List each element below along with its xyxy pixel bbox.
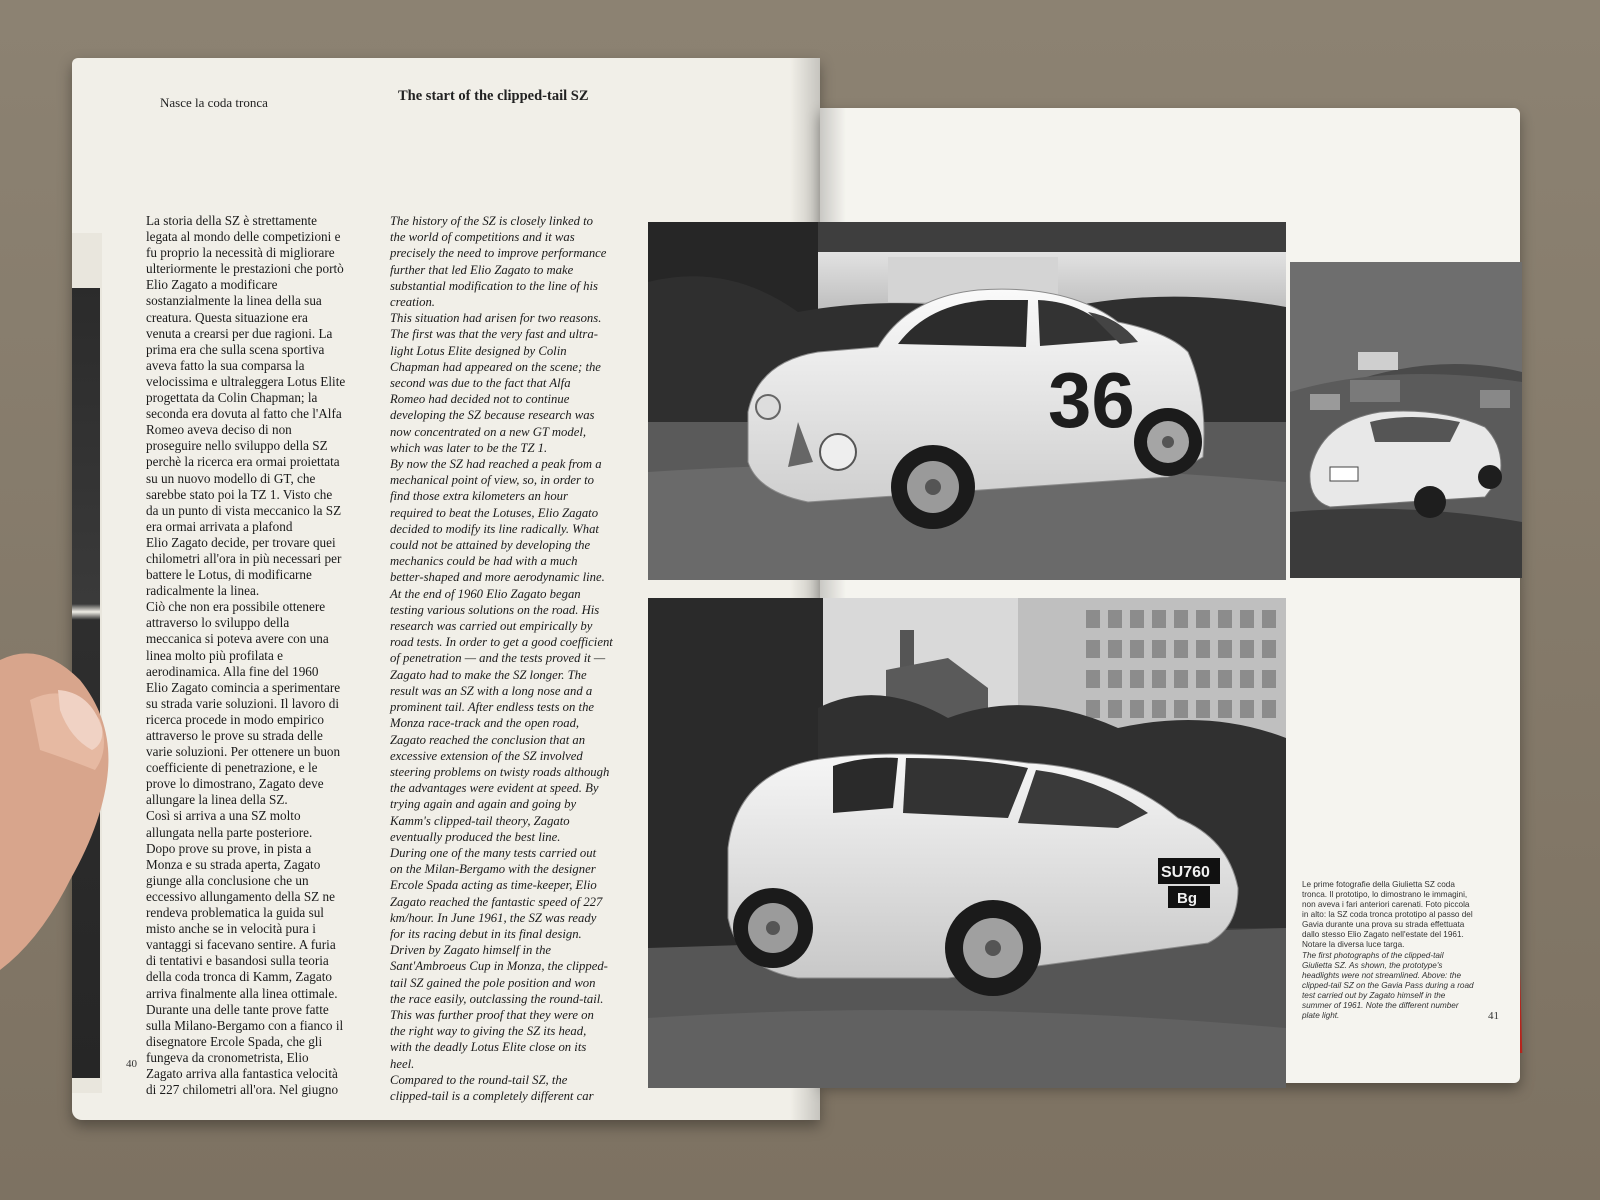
photo-clipped-tail-rear	[648, 598, 1286, 1088]
right-running-header: The start of the clipped-tail SZ	[398, 88, 589, 104]
page-number-right: 41	[1488, 1010, 1499, 1022]
page-number-left: 40	[126, 1058, 137, 1070]
plate-line-2: Bg	[1177, 890, 1197, 907]
italian-text-column: La storia della SZ è strettamente legata al mondo delle competizioni e fu proprio la necessità di migliorare ulteriormente le prestazioni che portò Elio Zagato a modificare sostanzialmente la linea della sua creatura. Questa situazione era venuta a crearsi per due ragioni. La prima era che sulla scena sportiva aveva fatto la sua comparsa la velocissima e ultraleggera Lotus Elite progettata da Colin Chapman; la seconda era dovuta al fatto che l'Alfa Romeo aveva deciso di non proseguire nello sviluppo della SZ perchè la ricerca era ormai proiettata su un nuovo modello di GT, che sarebbe stato poi la TZ 1. Visto che da un punto di vista meccanico la SZ era ormai arrivata a plafond Elio Zagato decide, per trovare quei chilometri all'ora in più necessari per battere le Lotus, di modificarne radicalmente la linea. Ciò che non era possibile ottenere attraverso lo sviluppo della meccanica si poteva avere con una linea molto più profilata e aerodinamica. Alla fine del 1960 Elio Zagato comincia a sperimentare su strada varie soluzioni. Il lavoro di ricerca procede in modo empirico attraverso le prove su strada delle varie soluzioni. Per ottenere un buon coefficiente di penetrazione, e le prove lo dimostrano, Zagato deve allungare la linea della SZ. Così si arriva a una SZ molto allungata nella parte posteriore. Dopo prove su prove, in pista a Monza e su strada aperta, Zagato giunge alla conclusione che un eccessivo allungamento della SZ ne rendeva problematica la guida sul misto anche se in velocità pura i vantaggi si facevano sentire. A furia di tentativi e basandosi sulla teoria della coda tronca di Kamm, Zagato arriva finalmente alla linea ottimale. Durante una delle tante prove fatte sulla Milano-Bergamo con a fianco il disegnatore Ercole Spada, che gli fungeva da cronometrista, Elio Zagato arriva alla fantastica velocità di 227 chilometri all'ora. Nel giugno	[146, 213, 346, 1098]
caption-english: The first photographs of the clipped-tail Giulietta SZ. As shown, the prototype's headlights were not streamlined. Above: the clipped-tail SZ on the Gavia Pass during a road test carried out by Zagato himself in the summer of 1961. Note the different number plate light.	[1302, 951, 1474, 1020]
left-running-header: Nasce la coda tronca	[160, 95, 268, 110]
race-number: 36	[1048, 356, 1135, 444]
photo-race-car-36-image	[648, 222, 1286, 580]
caption-italian: Le prime fotografie della Giulietta SZ coda tronca. Il prototipo, lo dimostrano le immagini, non aveva i fari anteriori carenati. Foto piccola in alto: la SZ coda tronca prototipo al passo del Gavia durante una prova su strada effettuata dallo stesso Elio Zagato nell'estate del 1961. Notare la diversa luce targa.	[1302, 880, 1473, 949]
photo-gavia-pass	[1290, 262, 1522, 578]
plate-line-1: SU760	[1161, 864, 1210, 881]
hand-holding-book	[0, 640, 112, 970]
english-text-column: The history of the SZ is closely linked to the world of competitions and it was precisely the need to improve performance further that led Elio Zagato to make substantial modification to the line of his creation. This situation had arisen for two reasons. The first was that the very fast and ultra- light Lotus Elite designed by Colin Chapman had appeared on the scene; the second was due to the fact that Alfa Romeo had decided not to continue developing the SZ because research was now concentrated on a new GT model, which was later to be the TZ 1. By now the SZ had reached a peak from a mechanical point of view, so, in order to find those extra kilometers an hour required to beat the Lotuses, Elio Zagato decided to modify its line radically. What could not be attained by developing the mechanics could be had with a much better-shaped and more aerodynamic line. At the end of 1960 Elio Zagato began testing various solutions on the road. His research was carried out empirically by road tests. In order to get a good coefficient of penetration — and the tests proved it — Zagato had to make the SZ longer. The result was an SZ with a long nose and a prominent tail. After endless tests on the Monza race-track and the open road, Zagato reached the conclusion that an excessive extension of the SZ involved steering problems on twisty roads although the advantages were evident at speed. By trying again and again and going by Kamm's clipped-tail theory, Zagato eventually produced the best line. During one of the many tests carried out on the Milan-Bergamo with the designer Ercole Spada acting as time-keeper, Elio Zagato reached the fantastic speed of 227 km/hour. In June 1961, the SZ was ready for its racing debut in its final design. Driven by Zagato himself in the Sant'Ambroeus Cup in Monza, the clipped- tail SZ gained the pole position and won the race easily, outclassing the round-tail. This was further proof that they were on the right way to giving the SZ its head, with the deadly Lotus Elite close on its heel. Compared to the round-tail SZ, the clipped-tail is a completely different car	[390, 214, 613, 1103]
photo-race-car-36	[648, 222, 1286, 580]
photo-gavia-pass-image	[1290, 262, 1522, 578]
photo-caption	[1302, 880, 1474, 1021]
photo-clipped-tail-rear-image	[648, 598, 1286, 1088]
